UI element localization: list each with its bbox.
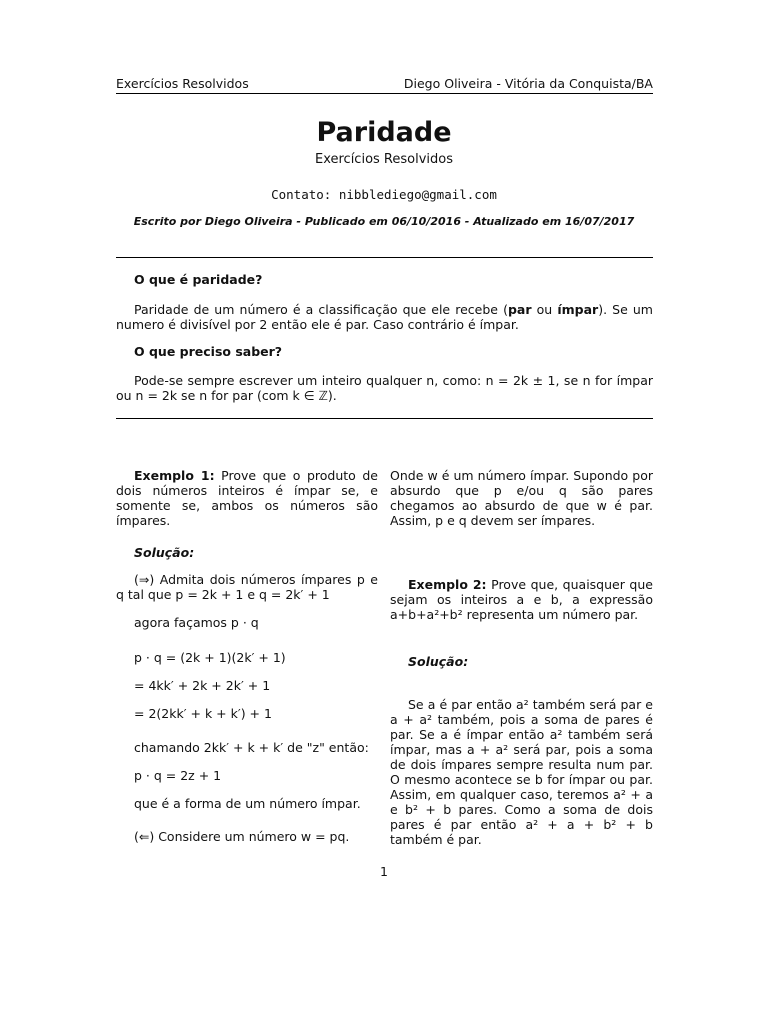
example-1-text: Prove que o produto de dois números inteiros é ímpar se, e somente se, ambos os números são ímpares.: [116, 468, 378, 528]
proof-1-line-8: que é a forma de um número ímpar.: [134, 796, 361, 811]
example-2-label: Exemplo 2:: [408, 577, 487, 592]
definition-impar: ímpar: [557, 302, 599, 317]
byline: Escrito por Diego Oliveira - Publicado em 06/10/2016 - Atualizado em 16/07/2017: [133, 215, 635, 228]
solution-2-label: Solução:: [408, 654, 469, 669]
section-rule-top: [116, 257, 653, 258]
definition-text-a: Paridade de um número é a classificação que ele recebe (: [134, 302, 508, 317]
example-1-label: Exemplo 1:: [134, 468, 215, 483]
definition-or: ou: [531, 302, 558, 317]
section-rule-bottom: [116, 418, 653, 419]
proof-1-line-2: agora façamos p · q: [134, 615, 259, 630]
proof-1-line-6: chamando 2kk′ + k + k′ de "z" então:: [134, 740, 369, 755]
proof-1-line-3: p · q = (2k + 1)(2k′ + 1): [134, 650, 286, 665]
example-1: [116, 468, 378, 528]
what-to-know-text: Pode-se sempre escrever um inteiro qualquer n, como: n = 2k ± 1, se n for ímpar ou n = 2k se n for par (com k ∈ ℤ).: [116, 373, 653, 403]
proof-1-line-4: = 4kk′ + 2k + 2k′ + 1: [134, 678, 271, 693]
example-2: [390, 577, 653, 622]
proof-1-line-9: (⇐) Considere um número w = pq.: [134, 829, 350, 844]
definition-text-b: ). Se um numero é divisível por 2 então ele é par. Caso contrário é ímpar.: [116, 302, 653, 332]
parity-definition: [116, 302, 653, 332]
definition-par: par: [507, 302, 532, 317]
subtitle: Exercícios Resolvidos: [314, 152, 453, 167]
heading-what-to-know: O que preciso saber?: [134, 344, 283, 359]
proof-1-conclusion: Onde w é um número ímpar. Supondo por absurdo que p e/ou q são pares chegamos ao absurdo de que w é par. Assim, p e q devem ser ímpares.: [390, 468, 653, 528]
header-rule: [116, 93, 653, 94]
header-left: Exercícios Resolvidos: [116, 76, 249, 91]
example-2-text: Prove que, quaisquer que sejam os inteiros a e b, a expressão a+b+a²+b² representa um número par.: [390, 577, 653, 622]
page-title: Paridade: [316, 117, 452, 148]
heading-what-is-parity: O que é paridade?: [134, 272, 263, 287]
proof-2-text: Se a é par então a² também será par e a + a² também, pois a soma de pares é par. Se a é ímpar então a² também será ímpar, mas a + a² será par, pois a soma de dois ímpares sempre resulta num par. O mesmo acontece se b for ímpar ou par. Assim, em qualquer caso, teremos a² + a e b² + b pares. Como a soma de dois pares é par então a² + a + b² + b também é par.: [390, 697, 653, 847]
proof-1-line-5: = 2(2kk′ + k + k′) + 1: [134, 706, 272, 721]
proof-1-line-1: (⇒) Admita dois números ímpares p e q tal que p = 2k + 1 e q = 2k′ + 1: [116, 572, 378, 602]
header-right: Diego Oliveira - Vitória da Conquista/BA: [403, 76, 653, 91]
page-number: 1: [380, 864, 388, 879]
contact-line: Contato: nibblediego@gmail.com: [271, 187, 497, 202]
solution-1-label: Solução:: [134, 545, 195, 560]
proof-1-line-7: p · q = 2z + 1: [134, 768, 222, 783]
